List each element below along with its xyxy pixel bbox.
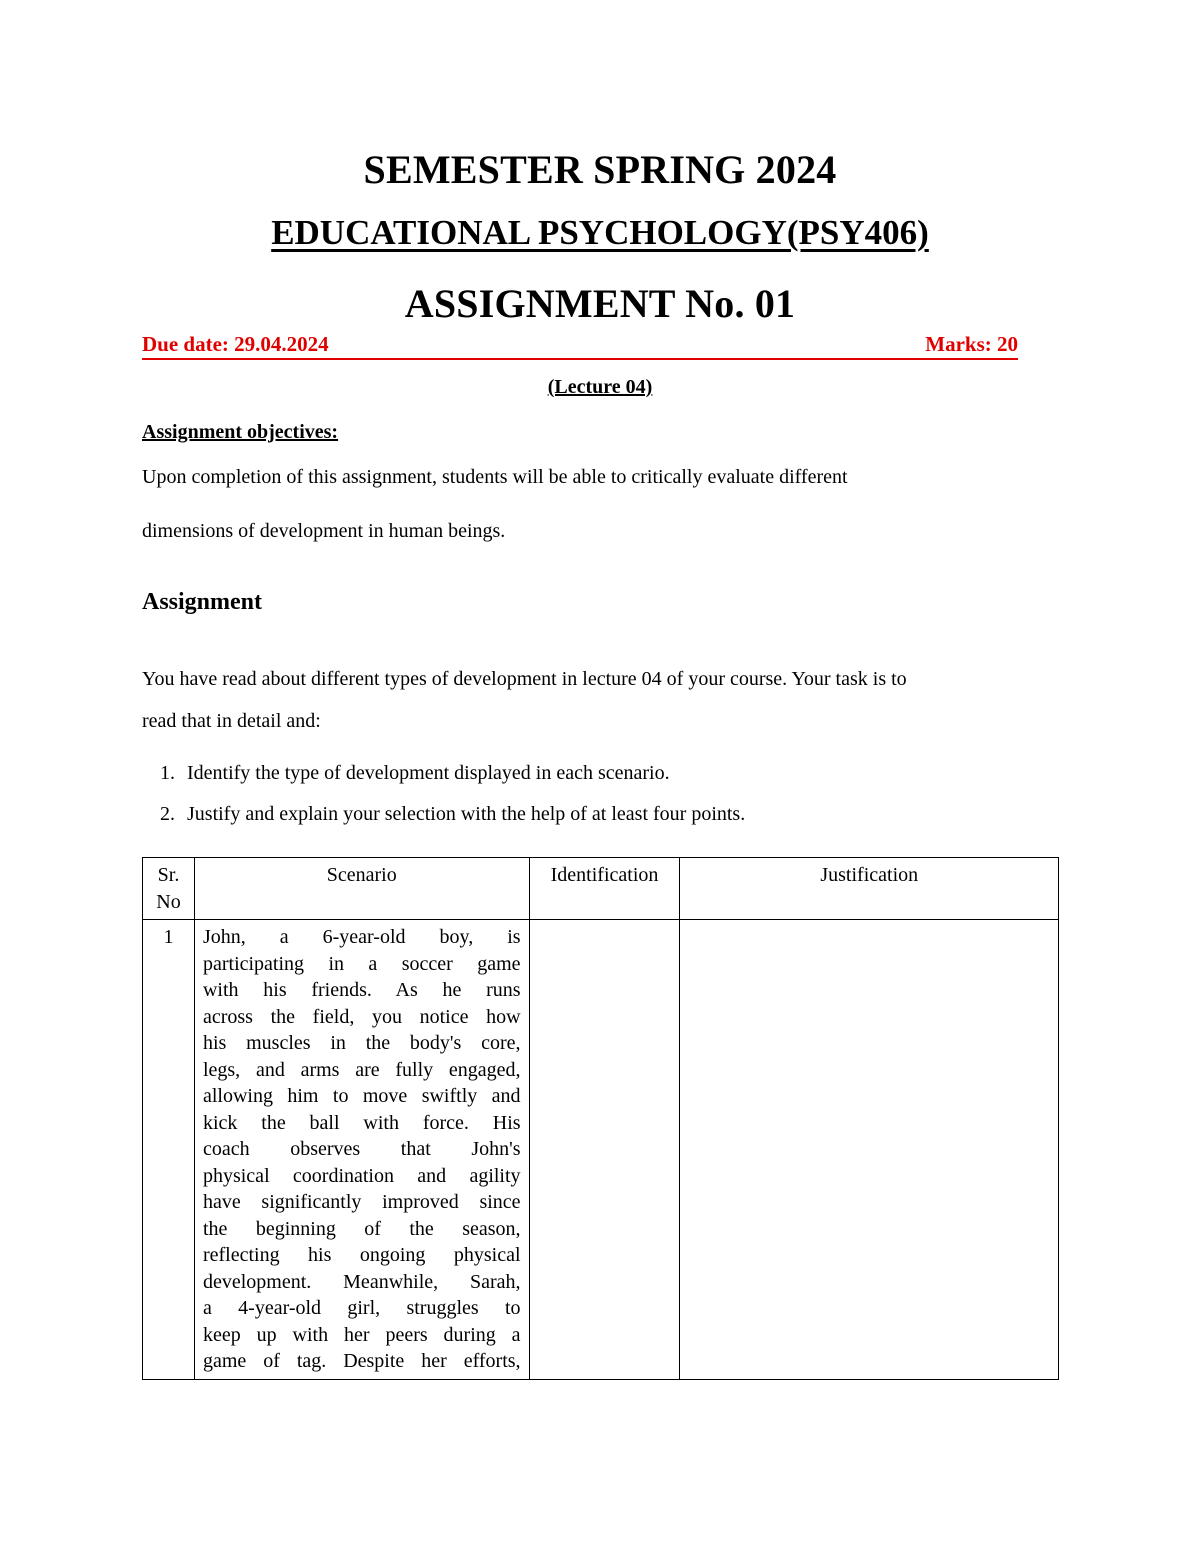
task-text: Justify and explain your selection with the help of at least four points. xyxy=(187,803,746,825)
task-list xyxy=(142,762,745,844)
due-date-row xyxy=(142,330,1018,360)
assignment-number: ASSIGNMENT No. 01 xyxy=(404,281,796,326)
header-justification: Justification xyxy=(680,858,1059,920)
scenario-line: across the field, you notice how xyxy=(202,1005,521,1028)
row-justification[interactable] xyxy=(680,920,1059,1380)
scenario-line: legs, and arms are fully engaged, xyxy=(202,1058,521,1081)
scenario-line: keep up with her peers during a xyxy=(202,1323,521,1346)
row-scenario xyxy=(194,920,529,1380)
scenario-line: kick the ball with force. His xyxy=(202,1111,521,1134)
lecture-label: (Lecture 04) xyxy=(547,376,653,398)
objectives-heading: Assignment objectives: xyxy=(142,421,339,443)
scenario-line: development. Meanwhile, Sarah, xyxy=(202,1270,521,1293)
header-sr-line-1: Sr. xyxy=(157,864,180,886)
scenario-line: a 4-year-old girl, struggles to xyxy=(202,1297,521,1319)
scenario-line: physical coordination and agility xyxy=(202,1164,521,1187)
table-row xyxy=(143,920,1059,1380)
task-number: 2. xyxy=(160,803,175,825)
scenario-table xyxy=(142,857,1059,1380)
semester-title: SEMESTER SPRING 2024 xyxy=(363,147,837,192)
row-sr-no: 1 xyxy=(143,920,195,1380)
assignment-intro-line-1: You have read about different types of development in lecture 04 of your course. Your task is to xyxy=(142,668,907,690)
objectives-line-2: dimensions of development in human beings. xyxy=(142,520,506,542)
scenario-line: reflecting his ongoing physical xyxy=(202,1244,521,1266)
scenario-line: coach observes that John's xyxy=(202,1138,521,1160)
due-date: Due date: 29.04.2024 xyxy=(142,332,329,356)
course-title: EDUCATIONAL PSYCHOLOGY(PSY406) xyxy=(271,213,929,252)
task-item xyxy=(142,803,745,844)
assignment-heading: Assignment xyxy=(142,589,263,615)
marks: Marks: 20 xyxy=(925,332,1018,356)
header-scenario: Scenario xyxy=(194,858,529,920)
header-sr-no xyxy=(143,858,195,920)
scenario-line: have significantly improved since xyxy=(202,1191,521,1213)
scenario-line: participating in a soccer game xyxy=(202,952,521,975)
header-identification: Identification xyxy=(529,858,680,920)
objectives-line-1: Upon completion of this assignment, students will be able to critically evaluate different xyxy=(142,466,848,488)
header-sr-line-2: No xyxy=(156,890,181,913)
scenario-line: his muscles in the body's core, xyxy=(202,1032,521,1054)
table-header-row xyxy=(143,858,1059,920)
task-item xyxy=(142,762,745,803)
task-text: Identify the type of development displayed in each scenario. xyxy=(187,762,670,784)
row-identification[interactable] xyxy=(529,920,680,1380)
scenario-line: game of tag. Despite her efforts, xyxy=(202,1350,521,1372)
assignment-intro-line-2: read that in detail and: xyxy=(142,710,321,732)
scenario-line: allowing him to move swiftly and xyxy=(202,1085,521,1107)
scenario-line: John, a 6-year-old boy, is xyxy=(202,926,521,948)
scenario-line: with his friends. As he runs xyxy=(202,979,521,1001)
task-number: 1. xyxy=(160,762,175,784)
scenario-line: the beginning of the season, xyxy=(202,1217,521,1240)
